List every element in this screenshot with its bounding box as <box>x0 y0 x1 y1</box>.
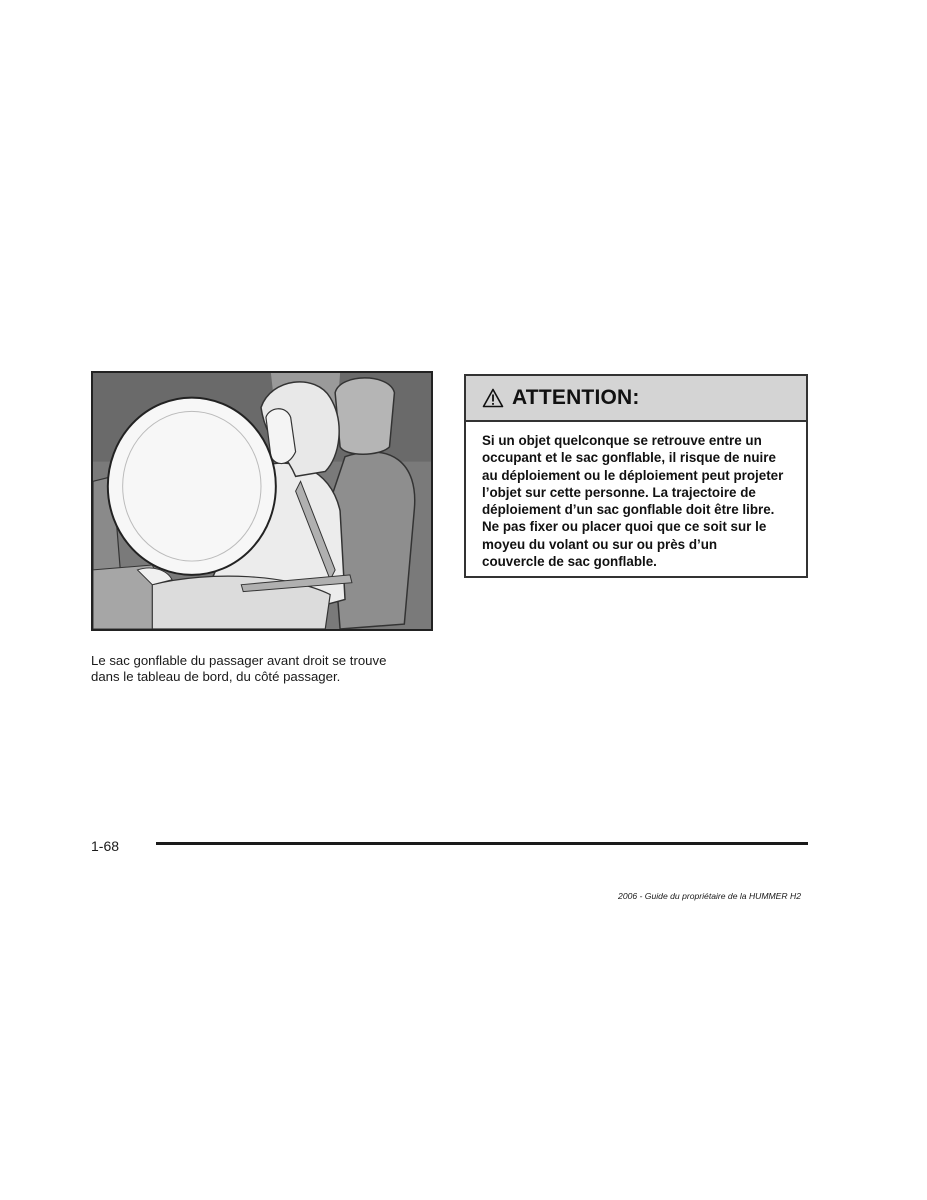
figure-caption <box>91 653 431 685</box>
caution-title: ATTENTION: <box>512 386 640 409</box>
caution-header <box>466 376 806 422</box>
airbag-deployment-illustration-icon <box>93 373 431 629</box>
caution-text <box>466 422 806 570</box>
caution-line: couvercle de sac gonflable. <box>482 554 657 570</box>
caption-line-2: dans le tableau de bord, du côté passager. <box>91 669 341 684</box>
caution-line: Si un objet quelconque se retrouve entre un <box>482 433 762 448</box>
airbag-illustration <box>91 371 433 631</box>
caution-line: l’objet sur cette personne. La trajectoire de <box>482 484 756 500</box>
footer-rule <box>156 842 808 845</box>
caution-line: moyeu du volant ou sur ou près d’un <box>482 536 718 552</box>
caution-line: déploiement d’un sac gonflable doit être libre. <box>482 502 775 518</box>
caution-line: occupant et le sac gonflable, il risque de nuire <box>482 450 776 466</box>
page-number: 1-68 <box>91 838 120 854</box>
caution-line: au déploiement ou le déploiement peut projeter <box>482 467 784 483</box>
warning-triangle-icon <box>482 388 504 408</box>
caution-line: Ne pas fixer ou placer quoi que ce soit sur le <box>482 519 767 535</box>
caution-box <box>464 374 808 578</box>
document-footer: 2006 - Guide du propriétaire de la HUMMER H2 <box>618 891 801 901</box>
caption-line-1: Le sac gonflable du passager avant droit se trouve <box>91 653 387 668</box>
